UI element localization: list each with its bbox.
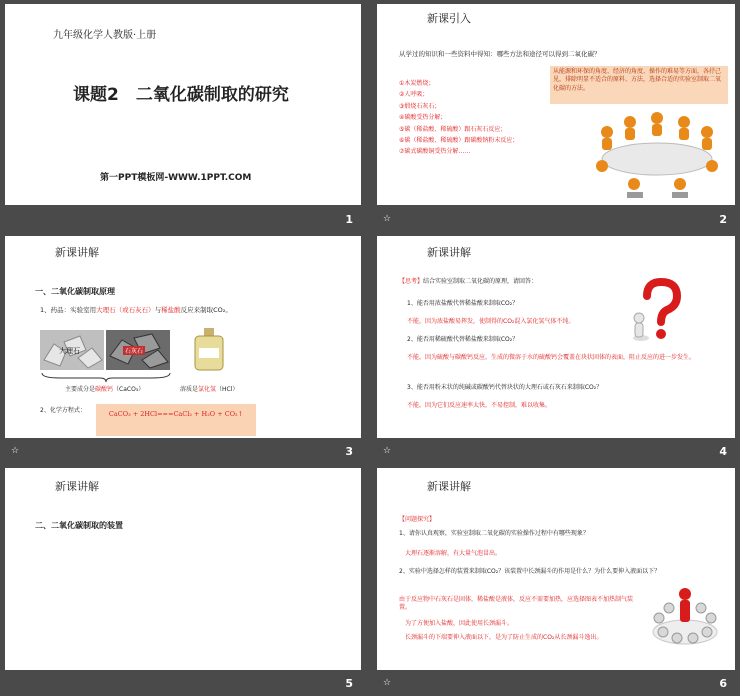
slide-header: 新课讲解	[427, 480, 471, 493]
star-icon[interactable]: ☆	[383, 214, 392, 224]
brace-icon	[40, 372, 172, 382]
question-3: 3、能否用粉末状的纯碱或碳酸钙代替块状的大理石或石灰石来制取CO₂？	[407, 384, 603, 391]
slide-5-footer	[5, 670, 361, 696]
list-item: ①木炭燃烧；	[399, 80, 435, 87]
caption-highlight: 碳酸钙	[95, 386, 114, 393]
star-icon[interactable]: ☆	[11, 446, 20, 456]
think-tag: 【思考】	[399, 278, 424, 285]
question-2: 2、实验中选择怎样的装置来制取CO₂？该装置中长颈漏斗的作用是什么？为什么要伸入液面以下？	[399, 568, 661, 575]
slide-header: 新课讲解	[55, 480, 99, 493]
list-item: ⑤碳（稀盐酸、稀硫酸）跟石灰石反应；	[399, 125, 507, 133]
drug-line	[40, 306, 360, 315]
note-box: 从能源和环保的角度、经济的角度、操作的难易等方面，各抒己见，排除明显不适合的原料、方法，选择合适的实验室制取二氧化碳的方法。	[550, 66, 728, 104]
list-item: ⑦碳式碳酸铜受热分解……	[399, 148, 471, 156]
slide-4-footer	[377, 438, 735, 464]
rock-label: 大理石	[59, 347, 80, 355]
answer-3: 不能，因为它们反应速率太快，不易控制，难以收集。	[407, 402, 552, 409]
answer-2c: 长颈漏斗的下端要伸入液面以下，是为了防止生成的CO₂从长颈漏斗逸出。	[405, 634, 603, 641]
slide-3[interactable]	[5, 236, 361, 438]
course-label: 九年级化学人教版·上册	[53, 30, 157, 41]
think-line	[399, 278, 537, 286]
caption-highlight: 氯化氢	[198, 386, 217, 393]
question-2: 2、能否用稀硫酸代替稀盐酸来制取CO₂？	[407, 336, 519, 343]
slide-4[interactable]	[377, 236, 735, 438]
answer-2: 不能，因为硫酸与碳酸钙反应，生成的微溶于水的硫酸钙会覆盖在块状固体的表面，阻止反应的进一步发生。	[407, 354, 696, 361]
page-number: 1	[345, 213, 353, 226]
question-1: 1、请你认真观察，实验室制取二氧化碳的实验操作过程中有哪些现象？	[399, 530, 589, 537]
slide-5[interactable]	[5, 468, 361, 670]
slide-1[interactable]	[5, 4, 361, 205]
question-1: 1、能否用浓盐酸代替稀盐酸来制取CO₂？	[407, 300, 519, 307]
slide-title: 课题2 二氧化碳制取的研究	[73, 85, 289, 105]
section-tag: 【问题探究】	[399, 516, 436, 523]
caption-hcl	[180, 386, 238, 394]
slide-header: 新课讲解	[427, 246, 471, 259]
page-number: 4	[719, 445, 727, 458]
caption-suffix: （CaCO₃）	[113, 386, 145, 393]
star-icon[interactable]: ☆	[383, 446, 392, 456]
rock-label: 石灰石	[125, 348, 144, 355]
acid-bottle-image	[192, 326, 226, 372]
section-title: 一、二氧化碳制取原理	[35, 287, 115, 296]
list-item: ④碳酸受热分解；	[399, 114, 447, 122]
slide-2-footer	[377, 205, 735, 232]
question-mark-icon	[627, 278, 687, 344]
answer-2a: 由于反应物中石灰石是固体，稀盐酸是液体，反应不需要加热，应选择图表不加热制气装置。	[399, 596, 634, 612]
equation-label: 2、化学方程式：	[40, 407, 86, 414]
slide-3-footer	[5, 438, 361, 464]
slide-header: 新课讲解	[55, 246, 99, 259]
caption-suffix: （HCl）	[216, 386, 239, 393]
site-label: 第一PPT模板网-WWW.1PPT.COM	[100, 173, 252, 183]
slide-6[interactable]	[377, 468, 735, 670]
acid-highlight: 稀盐酸	[161, 306, 181, 314]
meeting-figures-image	[572, 104, 732, 200]
slide-1-footer	[5, 205, 361, 232]
drug-suffix: 反应来制取CO₂。	[180, 306, 232, 314]
equation-box: CaCO₃ + 2HCl===CaCl₂ + H₂O + CO₂↑	[96, 404, 256, 436]
slide-6-footer	[377, 670, 735, 696]
caption-carbonate	[65, 386, 144, 394]
list-item: ③煅烧石灰石；	[399, 102, 441, 110]
caption-prefix: 主要成分是	[65, 386, 96, 393]
slide-2[interactable]	[377, 4, 735, 205]
star-icon[interactable]: ☆	[383, 678, 392, 688]
page-number: 5	[345, 677, 353, 690]
answer-1: 不能，因为浓盐酸易挥发，使制得的CO₂混入氯化氢气体不纯。	[407, 318, 575, 325]
slide-header: 新课引入	[427, 12, 471, 25]
drug-highlight: 大理石（或石灰石）	[96, 306, 155, 314]
page-number: 6	[719, 677, 727, 690]
answer-2b: 为了方便加入盐酸，因此使用长颈漏斗。	[405, 620, 514, 627]
page-number: 3	[345, 445, 353, 458]
drug-prefix: 1、药品：实验室用	[40, 306, 97, 314]
group-figures-image	[649, 580, 721, 646]
page-number: 2	[719, 213, 727, 226]
list-item: ⑥碳（稀盐酸、稀硫酸）跟碳酸钠粉末反应；	[399, 136, 519, 144]
drug-connector: 与	[154, 306, 162, 314]
question-text: 从学过的知识和一些资料中得知：哪些方法和途径可以得到二氧化碳？	[399, 50, 601, 58]
section-title: 二、二氧化碳制取的装置	[35, 521, 123, 530]
think-text: 结合实验室制取二氧化碳的原理，请回答：	[423, 278, 538, 285]
caption-prefix: 溶质是	[180, 386, 199, 393]
list-item: ②人呼吸；	[399, 91, 429, 99]
answer-1: 大理石逐渐溶解，有大量气泡冒出。	[405, 550, 502, 557]
